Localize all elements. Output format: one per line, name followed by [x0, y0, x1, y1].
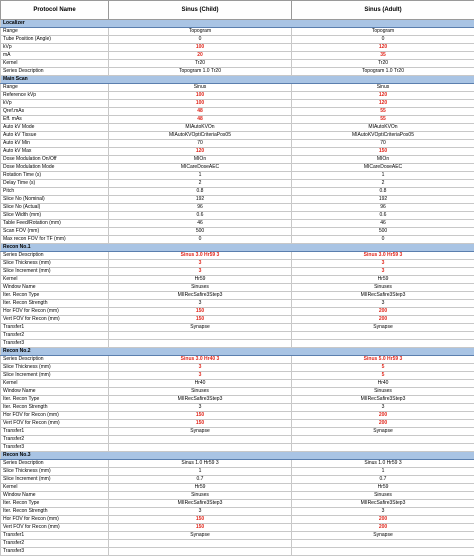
parameter-label: Auto kV Min — [1, 140, 109, 148]
parameter-row — [1, 372, 474, 380]
adult-value: 200 — [292, 316, 474, 324]
adult-value: Synapse — [292, 324, 474, 332]
parameter-row — [1, 28, 474, 36]
adult-value: 192 — [292, 196, 474, 204]
adult-value: 55 — [292, 116, 474, 124]
section-header-row — [1, 76, 474, 84]
child-value: MIAutoKVOn — [109, 124, 292, 132]
parameter-label: kVp — [1, 100, 109, 108]
child-value: 96 — [109, 204, 292, 212]
parameter-row — [1, 300, 474, 308]
parameter-label: Transfer2 — [1, 332, 109, 340]
parameter-row — [1, 172, 474, 180]
parameter-row — [1, 316, 474, 324]
parameter-label: Iter. Recon Type — [1, 396, 109, 404]
parameter-label: Range — [1, 28, 109, 36]
child-value: Hr59 — [109, 484, 292, 492]
child-value: 0.8 — [109, 188, 292, 196]
parameter-label: kVp — [1, 44, 109, 52]
adult-value — [292, 332, 474, 340]
column-header-sinus-child: Sinus (Child) — [109, 1, 292, 20]
child-value: 500 — [109, 228, 292, 236]
child-value: 48 — [109, 108, 292, 116]
parameter-label: Scan FOV (mm) — [1, 228, 109, 236]
parameter-label: Iter. Recon Type — [1, 500, 109, 508]
adult-value: Hr59 — [292, 276, 474, 284]
adult-value: 0 — [292, 36, 474, 44]
section-header-row — [1, 348, 474, 356]
parameter-row — [1, 404, 474, 412]
parameter-row — [1, 412, 474, 420]
parameter-row — [1, 436, 474, 444]
adult-value: 200 — [292, 524, 474, 532]
child-value: Tr20 — [109, 60, 292, 68]
section-header-row — [1, 244, 474, 252]
child-value: MIAutoKVOptiCriteriaPos05 — [109, 132, 292, 140]
adult-value: 200 — [292, 420, 474, 428]
parameter-row — [1, 44, 474, 52]
adult-value: 55 — [292, 108, 474, 116]
child-value: 120 — [109, 148, 292, 156]
child-value — [109, 332, 292, 340]
child-value: Hr59 — [109, 276, 292, 284]
adult-value: 120 — [292, 100, 474, 108]
parameter-label: Dose Modulation Mode — [1, 164, 109, 172]
parameter-row — [1, 276, 474, 284]
child-value: 100 — [109, 92, 292, 100]
parameter-row — [1, 180, 474, 188]
parameter-label: Slice Thickness (mm) — [1, 468, 109, 476]
parameter-row — [1, 284, 474, 292]
parameter-label: Slice Increment (mm) — [1, 372, 109, 380]
parameter-row — [1, 116, 474, 124]
parameter-row — [1, 524, 474, 532]
header-row — [1, 1, 474, 20]
parameter-label: Iter. Recon Strength — [1, 300, 109, 308]
adult-value: Synapse — [292, 428, 474, 436]
adult-value: Sinus 3.0 Hr59 3 — [292, 252, 474, 260]
adult-value: 5 — [292, 372, 474, 380]
child-value: 100 — [109, 100, 292, 108]
parameter-row — [1, 540, 474, 548]
adult-value: 120 — [292, 44, 474, 52]
parameter-row — [1, 236, 474, 244]
child-value: 0.7 — [109, 476, 292, 484]
adult-value: Hr59 — [292, 484, 474, 492]
parameter-label: Vert FOV for Recon (mm) — [1, 524, 109, 532]
child-value — [109, 548, 292, 556]
parameter-row — [1, 340, 474, 348]
adult-value: Sinuses — [292, 284, 474, 292]
parameter-row — [1, 444, 474, 452]
adult-value: 200 — [292, 516, 474, 524]
child-value: 3 — [109, 300, 292, 308]
adult-value: MIIRecSafire3Step3 — [292, 396, 474, 404]
table-header — [1, 1, 474, 20]
parameter-row — [1, 308, 474, 316]
parameter-label: Series Description — [1, 252, 109, 260]
parameter-row — [1, 92, 474, 100]
parameter-label: Qref.mAs — [1, 108, 109, 116]
parameter-label: Window Name — [1, 388, 109, 396]
parameter-row — [1, 460, 474, 468]
parameter-label: mA — [1, 52, 109, 60]
child-value: Sinus 3.0 Hr40 3 — [109, 356, 292, 364]
adult-value: 0.6 — [292, 212, 474, 220]
parameter-row — [1, 324, 474, 332]
adult-value — [292, 548, 474, 556]
parameter-row — [1, 156, 474, 164]
child-value: 150 — [109, 316, 292, 324]
child-value: 48 — [109, 116, 292, 124]
parameter-label: Transfer1 — [1, 532, 109, 540]
section-header-row — [1, 452, 474, 460]
parameter-label: Window Name — [1, 492, 109, 500]
child-value: MIIRecSafire3Step3 — [109, 500, 292, 508]
parameter-row — [1, 108, 474, 116]
parameter-row — [1, 388, 474, 396]
parameter-row — [1, 132, 474, 140]
column-header-sinus-adult: Sinus (Adult) — [292, 1, 474, 20]
adult-value: 96 — [292, 204, 474, 212]
adult-value: 0.8 — [292, 188, 474, 196]
parameter-row — [1, 68, 474, 76]
parameter-label: Auto kV Mode — [1, 124, 109, 132]
section-title: Recon No.2 — [1, 348, 474, 356]
parameter-row — [1, 60, 474, 68]
child-value: Topogram 1.0 Tr20 — [109, 68, 292, 76]
adult-value: Hr40 — [292, 380, 474, 388]
adult-value: 120 — [292, 92, 474, 100]
parameter-row — [1, 500, 474, 508]
child-value: Sinuses — [109, 284, 292, 292]
parameter-row — [1, 548, 474, 556]
parameter-row — [1, 292, 474, 300]
parameter-label: Max recon FOV for TF (mm) — [1, 236, 109, 244]
parameter-label: Hor FOV for Recon (mm) — [1, 308, 109, 316]
child-value: Sinuses — [109, 388, 292, 396]
adult-value — [292, 436, 474, 444]
parameter-label: Transfer2 — [1, 540, 109, 548]
child-value: 1 — [109, 468, 292, 476]
parameter-label: Series Description — [1, 460, 109, 468]
parameter-row — [1, 332, 474, 340]
child-value: 1 — [109, 172, 292, 180]
parameter-label: Slice Thickness (mm) — [1, 364, 109, 372]
parameter-row — [1, 188, 474, 196]
parameter-label: Slice Thickness (mm) — [1, 260, 109, 268]
child-value: Topogram — [109, 28, 292, 36]
parameter-row — [1, 380, 474, 388]
adult-value: 200 — [292, 412, 474, 420]
child-value: Sinus — [109, 84, 292, 92]
child-value: 150 — [109, 412, 292, 420]
parameter-row — [1, 196, 474, 204]
adult-value: 70 — [292, 140, 474, 148]
child-value: 3 — [109, 404, 292, 412]
adult-value: Tr20 — [292, 60, 474, 68]
parameter-label: Slice No (Actual) — [1, 204, 109, 212]
adult-value: Sinuses — [292, 388, 474, 396]
adult-value: 200 — [292, 308, 474, 316]
child-value — [109, 340, 292, 348]
child-value: 0 — [109, 36, 292, 44]
parameter-row — [1, 164, 474, 172]
child-value — [109, 540, 292, 548]
parameter-label: Tube Position (Angle) — [1, 36, 109, 44]
parameter-row — [1, 396, 474, 404]
section-title: Localizer — [1, 20, 474, 28]
child-value: MIIRecSafire3Step3 — [109, 396, 292, 404]
adult-value: 35 — [292, 52, 474, 60]
child-value: Synapse — [109, 428, 292, 436]
parameter-label: Slice No (Nominal) — [1, 196, 109, 204]
parameter-row — [1, 268, 474, 276]
child-value: 150 — [109, 516, 292, 524]
parameter-label: Table Feed/Rotation (mm) — [1, 220, 109, 228]
child-value: 100 — [109, 44, 292, 52]
adult-value: 1 — [292, 172, 474, 180]
section-title: Recon No.1 — [1, 244, 474, 252]
parameter-label: Window Name — [1, 284, 109, 292]
adult-value: MIAutoKVOptiCriteriaPos05 — [292, 132, 474, 140]
parameter-label: Slice Increment (mm) — [1, 476, 109, 484]
table-body — [1, 20, 474, 556]
parameter-label: Hor FOV for Recon (mm) — [1, 516, 109, 524]
child-value: MIIRecSafire3Step3 — [109, 292, 292, 300]
parameter-row — [1, 252, 474, 260]
adult-value: MIOn — [292, 156, 474, 164]
adult-value: MIIRecSafire3Step3 — [292, 500, 474, 508]
parameter-label: Pitch — [1, 188, 109, 196]
parameter-label: Auto kV Tissue — [1, 132, 109, 140]
column-header-protocol-name: Protocol Name — [1, 1, 109, 20]
parameter-label: Transfer3 — [1, 444, 109, 452]
child-value: 46 — [109, 220, 292, 228]
parameter-row — [1, 476, 474, 484]
parameter-label: Kernel — [1, 484, 109, 492]
parameter-label: Eff. mAs — [1, 116, 109, 124]
parameter-label: Iter. Recon Type — [1, 292, 109, 300]
adult-value: 3 — [292, 404, 474, 412]
parameter-label: Iter. Recon Strength — [1, 404, 109, 412]
parameter-label: Rotation Time (s) — [1, 172, 109, 180]
parameter-label: Delay Time (s) — [1, 180, 109, 188]
child-value: 70 — [109, 140, 292, 148]
adult-value: 150 — [292, 148, 474, 156]
adult-value: 2 — [292, 180, 474, 188]
parameter-label: Transfer1 — [1, 428, 109, 436]
adult-value: 1 — [292, 468, 474, 476]
child-value: 3 — [109, 364, 292, 372]
adult-value: 500 — [292, 228, 474, 236]
parameter-row — [1, 508, 474, 516]
parameter-label: Transfer1 — [1, 324, 109, 332]
child-value: 3 — [109, 372, 292, 380]
parameter-label: Range — [1, 84, 109, 92]
child-value: 0 — [109, 236, 292, 244]
parameter-label: Iter. Recon Strength — [1, 508, 109, 516]
parameter-label: Vert FOV for Recon (mm) — [1, 316, 109, 324]
parameter-row — [1, 356, 474, 364]
adult-value: MIAutoKVOn — [292, 124, 474, 132]
parameter-row — [1, 84, 474, 92]
adult-value: 3 — [292, 508, 474, 516]
adult-value: Topogram 1.0 Tr20 — [292, 68, 474, 76]
child-value: Synapse — [109, 532, 292, 540]
parameter-label: Kernel — [1, 380, 109, 388]
adult-value — [292, 444, 474, 452]
parameter-label: Transfer3 — [1, 340, 109, 348]
parameter-row — [1, 124, 474, 132]
parameter-row — [1, 260, 474, 268]
parameter-row — [1, 140, 474, 148]
parameter-row — [1, 484, 474, 492]
parameter-row — [1, 36, 474, 44]
adult-value — [292, 340, 474, 348]
parameter-label: Kernel — [1, 60, 109, 68]
adult-value: 3 — [292, 260, 474, 268]
child-value: Sinuses — [109, 492, 292, 500]
section-title: Recon No.3 — [1, 452, 474, 460]
parameter-row — [1, 220, 474, 228]
adult-value: Synapse — [292, 532, 474, 540]
child-value: 150 — [109, 308, 292, 316]
parameter-label: Dose Modulation On/Off — [1, 156, 109, 164]
child-value: Hr40 — [109, 380, 292, 388]
parameter-label: Series Description — [1, 356, 109, 364]
parameter-row — [1, 420, 474, 428]
parameter-row — [1, 468, 474, 476]
adult-value: 0.7 — [292, 476, 474, 484]
parameter-label: Hor FOV for Recon (mm) — [1, 412, 109, 420]
parameter-label: Slice Increment (mm) — [1, 268, 109, 276]
parameter-row — [1, 100, 474, 108]
parameter-label: Kernel — [1, 276, 109, 284]
parameter-row — [1, 204, 474, 212]
adult-value — [292, 540, 474, 548]
adult-value: 3 — [292, 268, 474, 276]
child-value — [109, 444, 292, 452]
child-value: 150 — [109, 420, 292, 428]
adult-value: Sinus 5.0 Hr59 3 — [292, 356, 474, 364]
adult-value: Topogram — [292, 28, 474, 36]
child-value: 0.6 — [109, 212, 292, 220]
adult-value: Sinus 1.0 Hr59 3 — [292, 460, 474, 468]
adult-value: 3 — [292, 300, 474, 308]
parameter-row — [1, 212, 474, 220]
parameter-label: Reference kVp — [1, 92, 109, 100]
child-value: Sinus 1.0 Hr59 3 — [109, 460, 292, 468]
child-value: 192 — [109, 196, 292, 204]
parameter-row — [1, 492, 474, 500]
adult-value: 46 — [292, 220, 474, 228]
adult-value: MIIRecSafire3Step3 — [292, 292, 474, 300]
adult-value: 5 — [292, 364, 474, 372]
child-value: 150 — [109, 524, 292, 532]
parameter-row — [1, 364, 474, 372]
child-value: 3 — [109, 508, 292, 516]
parameter-label: Slice Width (mm) — [1, 212, 109, 220]
child-value: Sinus 3.0 Hr59 3 — [109, 252, 292, 260]
parameter-row — [1, 532, 474, 540]
section-header-row — [1, 20, 474, 28]
adult-value: MICareDoseAEC — [292, 164, 474, 172]
section-title: Main Scan — [1, 76, 474, 84]
child-value: 3 — [109, 268, 292, 276]
parameter-label: Auto kV Max — [1, 148, 109, 156]
parameter-row — [1, 428, 474, 436]
parameter-row — [1, 228, 474, 236]
child-value: 2 — [109, 180, 292, 188]
child-value: Synapse — [109, 324, 292, 332]
child-value — [109, 436, 292, 444]
child-value: MICareDoseAEC — [109, 164, 292, 172]
child-value: MIOn — [109, 156, 292, 164]
parameter-row — [1, 148, 474, 156]
child-value: 3 — [109, 260, 292, 268]
adult-value: Sinus — [292, 84, 474, 92]
adult-value: Sinuses — [292, 492, 474, 500]
parameter-label: Series Description — [1, 68, 109, 76]
parameter-label: Vert FOV for Recon (mm) — [1, 420, 109, 428]
parameter-label: Transfer2 — [1, 436, 109, 444]
parameter-label: Transfer3 — [1, 548, 109, 556]
child-value: 20 — [109, 52, 292, 60]
parameter-row — [1, 52, 474, 60]
adult-value: 0 — [292, 236, 474, 244]
parameter-row — [1, 516, 474, 524]
